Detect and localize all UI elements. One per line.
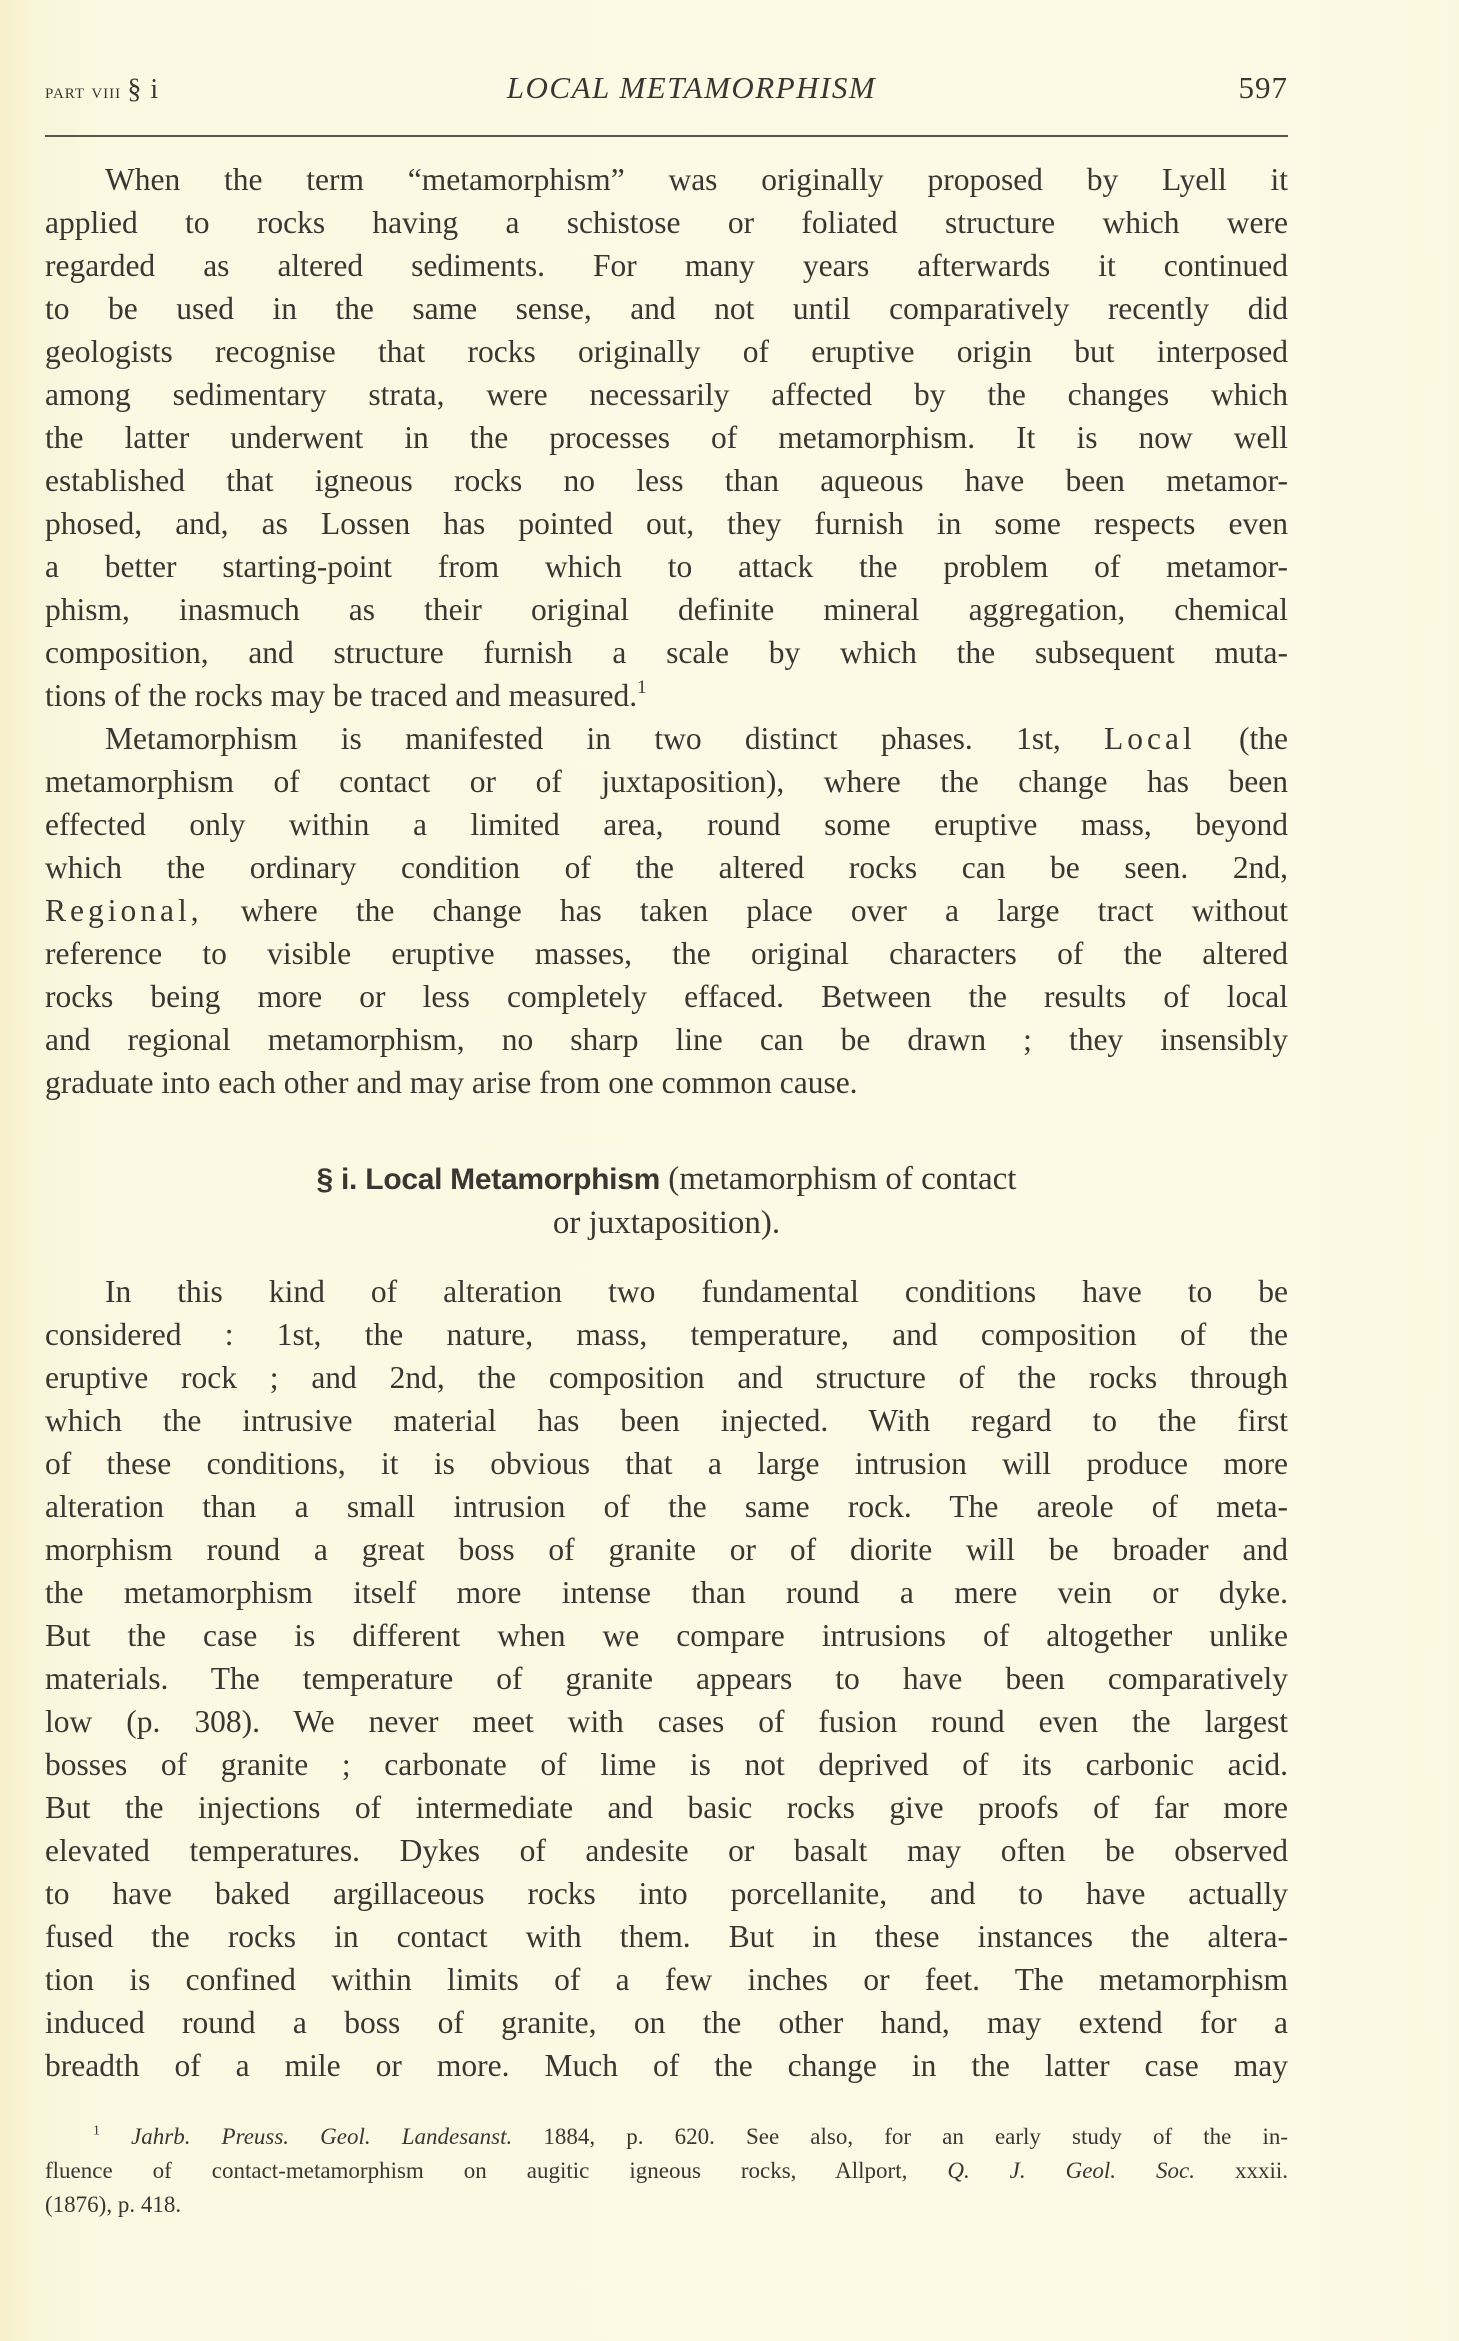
text-line: rocks being more or less completely effaced. Between the results of local xyxy=(45,979,1288,1014)
text-line: a better starting-point from which to attack the problem of metamor- xyxy=(45,549,1288,584)
text-line: elevated temperatures. Dykes of andesite or basalt may often be observed xyxy=(45,1833,1288,1868)
section-subtitle: (metamorphism of contact xyxy=(668,1161,1017,1197)
text-line: breadth of a mile or more. Much of the change in the latter case may xyxy=(45,2048,1288,2083)
text-line: and regional metamorphism, no sharp line can be drawn ; they insensibly xyxy=(45,1022,1288,1057)
text-line: composition, and structure furnish a scale by which the subsequent muta- xyxy=(45,635,1288,670)
text-line: established that igneous rocks no less than aqueous have been metamor- xyxy=(45,463,1288,498)
section-heading xyxy=(45,1157,1288,1202)
text-line: alteration than a small intrusion of the same rock. The areole of meta- xyxy=(45,1489,1288,1524)
text-line: But the case is different when we compare intrusions of altogether unlike xyxy=(45,1618,1288,1653)
text-line: phosed, and, as Lossen has pointed out, they furnish in some respects even xyxy=(45,506,1288,541)
text-line: considered : 1st, the nature, mass, temperature, and composition of the xyxy=(45,1317,1288,1352)
text-line: fused the rocks in contact with them. But in these instances the altera- xyxy=(45,1919,1288,1954)
text-line xyxy=(45,889,1288,932)
line-text: where the change has taken place over a large tract without xyxy=(240,893,1289,928)
text-line: to have baked argillaceous rocks into porcellanite, and to have actually xyxy=(45,1876,1288,1911)
running-head xyxy=(45,70,1288,110)
text-line xyxy=(45,674,1288,717)
section-mark: § i. xyxy=(316,1163,358,1196)
text-line: induced round a boss of granite, on the other hand, may extend for a xyxy=(45,2005,1288,2040)
footnote-text: 1884, p. 620. See also, for an early study of the in- xyxy=(543,2124,1289,2149)
footnote-ref[interactable]: 1 xyxy=(637,676,647,698)
text-line: to be used in the same sense, and not until comparatively recently did xyxy=(45,291,1288,326)
text-line: which the ordinary condition of the altered rocks can be seen. 2nd, xyxy=(45,850,1288,885)
text-line: among sedimentary strata, were necessarily affected by the changes which xyxy=(45,377,1288,412)
text-line: reference to visible eruptive masses, the original characters of the altered xyxy=(45,936,1288,971)
text-line: materials. The temperature of granite appears to have been comparatively xyxy=(45,1661,1288,1696)
header-rule xyxy=(45,135,1288,137)
text-line: bosses of granite ; carbonate of lime is not deprived of its carbonic acid. xyxy=(45,1747,1288,1782)
running-head-title: LOCAL METAMORPHISM xyxy=(506,70,877,105)
section-heading-line2: or juxtaposition). xyxy=(552,1205,781,1241)
section-mark: § i xyxy=(127,74,160,105)
term-local: Local xyxy=(1104,721,1196,756)
text-line: phism, inasmuch as their original definite mineral aggregation, chemical xyxy=(45,592,1288,627)
text-line: eruptive rock ; and 2nd, the composition and structure of the rocks through xyxy=(45,1360,1288,1395)
text-line: which the intrusive material has been injected. With regard to the first xyxy=(45,1403,1288,1438)
footnote-journal: Q. J. Geol. Soc. xyxy=(947,2158,1195,2183)
text-line: geologists recognise that rocks originally of eruptive origin but interposed xyxy=(45,334,1288,369)
text-line: metamorphism of contact or of juxtaposition), where the change has been xyxy=(45,764,1288,799)
text-line xyxy=(105,717,1288,760)
text-line: When the term “metamorphism” was originally proposed by Lyell it xyxy=(105,162,1288,197)
footnote-line xyxy=(45,2154,1288,2188)
text-line: graduate into each other and may arise from one common cause. xyxy=(45,1065,858,1100)
term-regional: Regional, xyxy=(45,893,203,928)
section-title: Local Metamorphism xyxy=(365,1163,660,1196)
text-line: the metamorphism itself more intense than round a mere vein or dyke. xyxy=(45,1575,1288,1610)
footnote-number: 1 xyxy=(93,2122,100,2138)
line-text: (the xyxy=(1239,721,1289,756)
page-number: 597 xyxy=(1238,70,1288,105)
footnote-journal: Jahrb. Preuss. Geol. Landesanst. xyxy=(131,2124,513,2149)
text-line: of these conditions, it is obvious that a large intrusion will produce more xyxy=(45,1446,1288,1481)
text-line: effected only within a limited area, round some eruptive mass, beyond xyxy=(45,807,1288,842)
text-line: applied to rocks having a schistose or foliated structure which were xyxy=(45,205,1288,240)
footnote-text: fluence of contact-metamorphism on augitic igneous rocks, Allport, xyxy=(45,2158,908,2183)
part-label: part viii xyxy=(45,79,122,103)
text-line: the latter underwent in the processes of metamorphism. It is now well xyxy=(45,420,1288,455)
footnote-line: (1876), p. 418. xyxy=(45,2192,182,2217)
text-line: In this kind of alteration two fundamental conditions have to be xyxy=(105,1274,1288,1309)
text-line: tion is confined within limits of a few inches or feet. The metamorphism xyxy=(45,1962,1288,1997)
text-line: But the injections of intermediate and basic rocks give proofs of far more xyxy=(45,1790,1288,1825)
footnote-text: xxxii. xyxy=(1234,2158,1289,2183)
line-text: Metamorphism is manifested in two distinct phases. 1st, xyxy=(105,721,1061,756)
text-line: regarded as altered sediments. For many years afterwards it continued xyxy=(45,248,1288,283)
text-line: morphism round a great boss of granite or of diorite will be broader and xyxy=(45,1532,1288,1567)
footnote-line xyxy=(93,2120,1288,2154)
line-text: tions of the rocks may be traced and measured. xyxy=(45,678,638,713)
text-line: low (p. 308). We never meet with cases of fusion round even the largest xyxy=(45,1704,1288,1739)
